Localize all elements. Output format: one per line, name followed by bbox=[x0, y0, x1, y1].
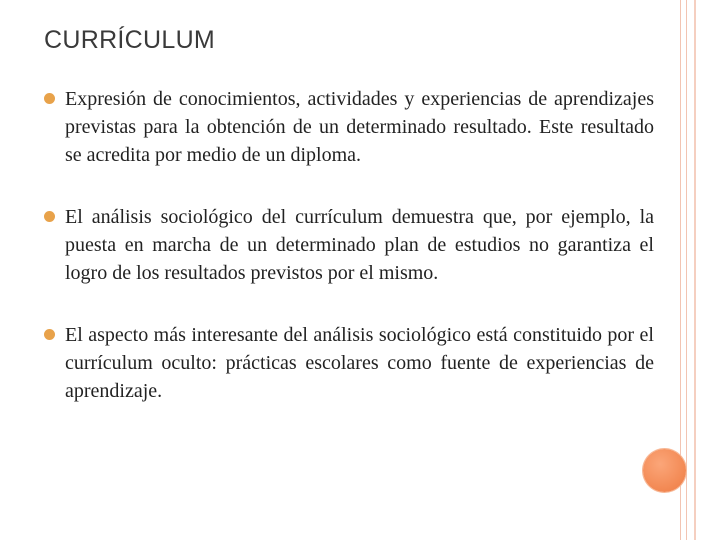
decorative-side-rule bbox=[686, 0, 687, 540]
bullet-text: El análisis sociológico del currículum demuestra que, por ejemplo, la puesta en marcha de un determinado plan de estudios no garantiza el logro de los resultados previstos por el mismo. bbox=[65, 206, 654, 284]
decorative-side-rule bbox=[694, 0, 696, 540]
bullet-item bbox=[44, 85, 654, 169]
slide-title: CURRÍCULUM bbox=[44, 26, 216, 54]
decorative-orb bbox=[643, 449, 686, 492]
bullet-text: El aspecto más interesante del análisis sociológico está constituido por el currículum oculto: prácticas escolares como fuente de experiencias de aprendizaje. bbox=[65, 324, 654, 402]
bullet-text: Expresión de conocimientos, actividades y experiencias de aprendizajes previstas para la obtención de un determinado resultado. Este resultado se acredita por medio de un diploma. bbox=[65, 88, 654, 166]
bullet-dot-icon bbox=[44, 93, 55, 104]
bullet-dot-icon bbox=[44, 329, 55, 340]
bullet-list bbox=[44, 85, 654, 439]
bullet-item bbox=[44, 203, 654, 287]
bullet-dot-icon bbox=[44, 211, 55, 222]
bullet-item bbox=[44, 321, 654, 405]
